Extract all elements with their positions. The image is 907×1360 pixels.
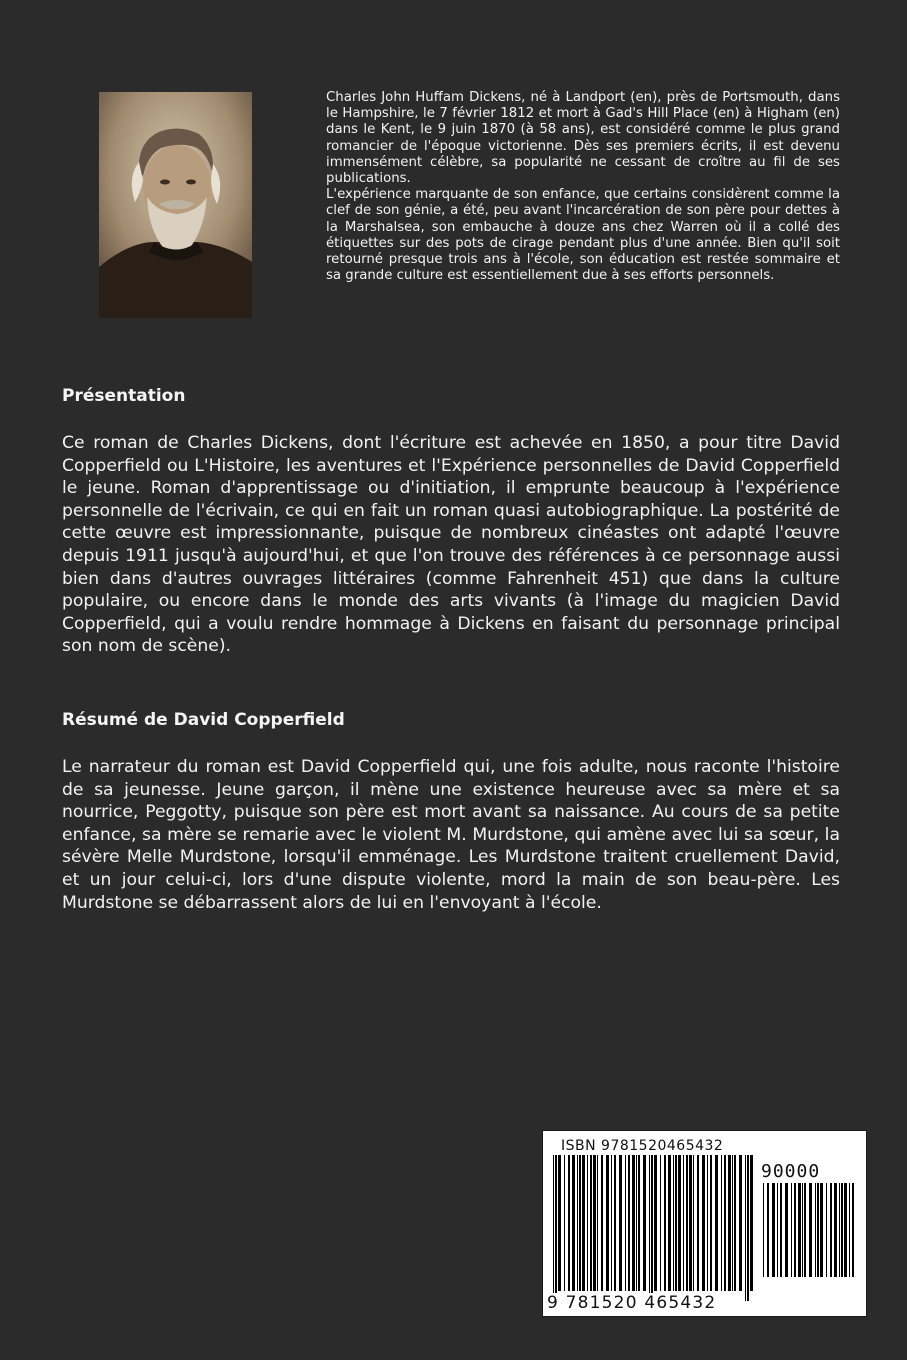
summary-text: Le narrateur du roman est David Copperfield qui, une fois adulte, nous raconte l'histoire de sa jeunesse. Jeune garçon, il mène une existence heureuse avec sa mère et sa nourrice, Peggotty, puisque son père est mort avant sa naissance. Au cours de sa petite enfance, sa mère se remarie avec le violent M. Murdstone, qui amène avec lui sa sœur, la sévère Melle Murdstone, lorsqu'il emménage. Les Murdstone traitent cruellement David, et un jour celui-ci, lors d'une dispute violente, mord la main de son beau-père. Les Murdstone se débarrassent alors de lui en l'envoyant à l'école. — [62, 757, 840, 913]
price-code: 90000 — [761, 1161, 821, 1182]
presentation-text: Ce roman de Charles Dickens, dont l'écriture est achevée en 1850, a pour titre David Copperfield ou L'Histoire, les aventures et l'Expérience personnelles de David Copperfield le jeune. Roman d'apprentissage ou d'initiation, il emprunte beaucoup à l'expérience personnelle de l'écrivain, ce qui en fait un roman quasi autobiographique. La postérité de cette œuvre est impressionnante, puisque de nombreux cinéastes ont adapté l'œuvre depuis 1911 jusqu'à aujourd'hui, et que l'on trouve des références à ce personnage aussi bien dans d'autres ouvrages littéraires (comme Fahrenheit 451) que dans la culture populaire, ou encore dans le monde des arts vivants (à l'image du magicien David Copperfield, qui a voulu rendre hommage à Dickens en faisant du personnage principal son nom de scène). — [62, 433, 840, 657]
ean-digits: 9 781520 465432 — [547, 1293, 717, 1313]
price-barcode-bars — [761, 1183, 857, 1287]
bio-paragraph-1: Charles John Huffam Dickens, né à Landport (en), près de Portsmouth, dans le Hampshire, le 7 février 1812 et mort à Gad's Hill Place (en) à Higham (en) dans le Kent, le 9 juin 1870 (à 58 ans), est considéré comme le plus grand romancier de l'époque victorienne. Dès ses premiers écrits, il est devenu immensément célèbre, sa popularité ne cessant de croître au fil de ses publications. — [326, 90, 840, 187]
barcode-bars — [551, 1155, 756, 1301]
author-portrait — [99, 92, 252, 318]
summary-heading: Résumé de David Copperfield — [62, 710, 345, 730]
bio-paragraph-2: L'expérience marquante de son enfance, que certains considèrent comme la clef de son génie, a été, peu avant l'incarcération de son père pour dettes à la Marshalsea, son embauche à douze ans chez Warren où il a collé des étiquettes sur des pots de cirage pendant plus d'une année. Bien qu'il soit retourné presque trois ans à l'école, son éducation est restée sommaire et sa grande culture est essentiellement due à ses efforts personnels. — [326, 187, 840, 284]
presentation-heading: Présentation — [62, 386, 186, 406]
author-biography — [326, 90, 840, 284]
isbn-label: ISBN 9781520465432 — [561, 1138, 724, 1154]
isbn-barcode — [542, 1130, 867, 1317]
portrait-image — [99, 92, 252, 318]
